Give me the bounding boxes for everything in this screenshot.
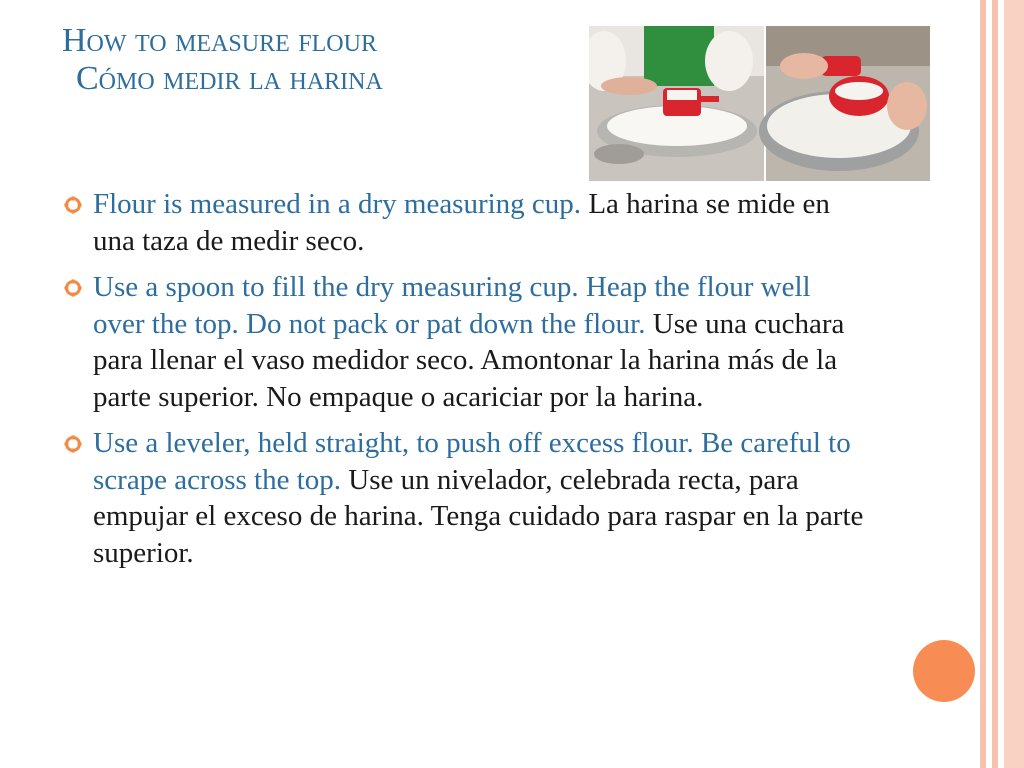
stripe bbox=[992, 0, 998, 768]
decorative-side-stripes bbox=[980, 0, 1024, 768]
gear-bullet-icon bbox=[64, 196, 82, 214]
stripe bbox=[1004, 0, 1024, 768]
list-item bbox=[64, 425, 864, 571]
bullet-list bbox=[64, 186, 864, 581]
stripe bbox=[980, 0, 986, 768]
bullet-text-spanish: Use un nivelador, celebrada recta, para empujar el exceso de harina. Tenga cuidado para raspar en la parte superior. bbox=[93, 463, 864, 569]
list-item bbox=[64, 269, 864, 415]
gear-bullet-icon bbox=[64, 279, 82, 297]
slide-title bbox=[62, 22, 383, 98]
bullet-text-english: Use a spoon to fill the dry measuring cup. Heap the flour well over the top. Do not pack or pat down the flour. bbox=[93, 271, 811, 340]
bullet-text-english: Flour is measured in a dry measuring cup. bbox=[93, 188, 582, 220]
list-item bbox=[64, 186, 864, 259]
decorative-circle bbox=[913, 640, 975, 702]
bullet-text-english: Use a leveler, held straight, to push off excess flour. Be careful to scrape across the top. bbox=[93, 427, 851, 496]
title-spanish: Cómo medir la harina bbox=[76, 60, 383, 97]
bullet-text-spanish: Use una cuchara para llenar el vaso medidor seco. Amontonar la harina más de la parte superior. No empaque o acariciar por la harina. bbox=[93, 307, 845, 413]
flour-measuring-photo bbox=[589, 26, 930, 181]
gear-bullet-icon bbox=[64, 435, 82, 453]
bullet-text-spanish: La harina se mide en una taza de medir seco. bbox=[93, 188, 830, 257]
title-english: How to measure flour bbox=[62, 22, 377, 59]
